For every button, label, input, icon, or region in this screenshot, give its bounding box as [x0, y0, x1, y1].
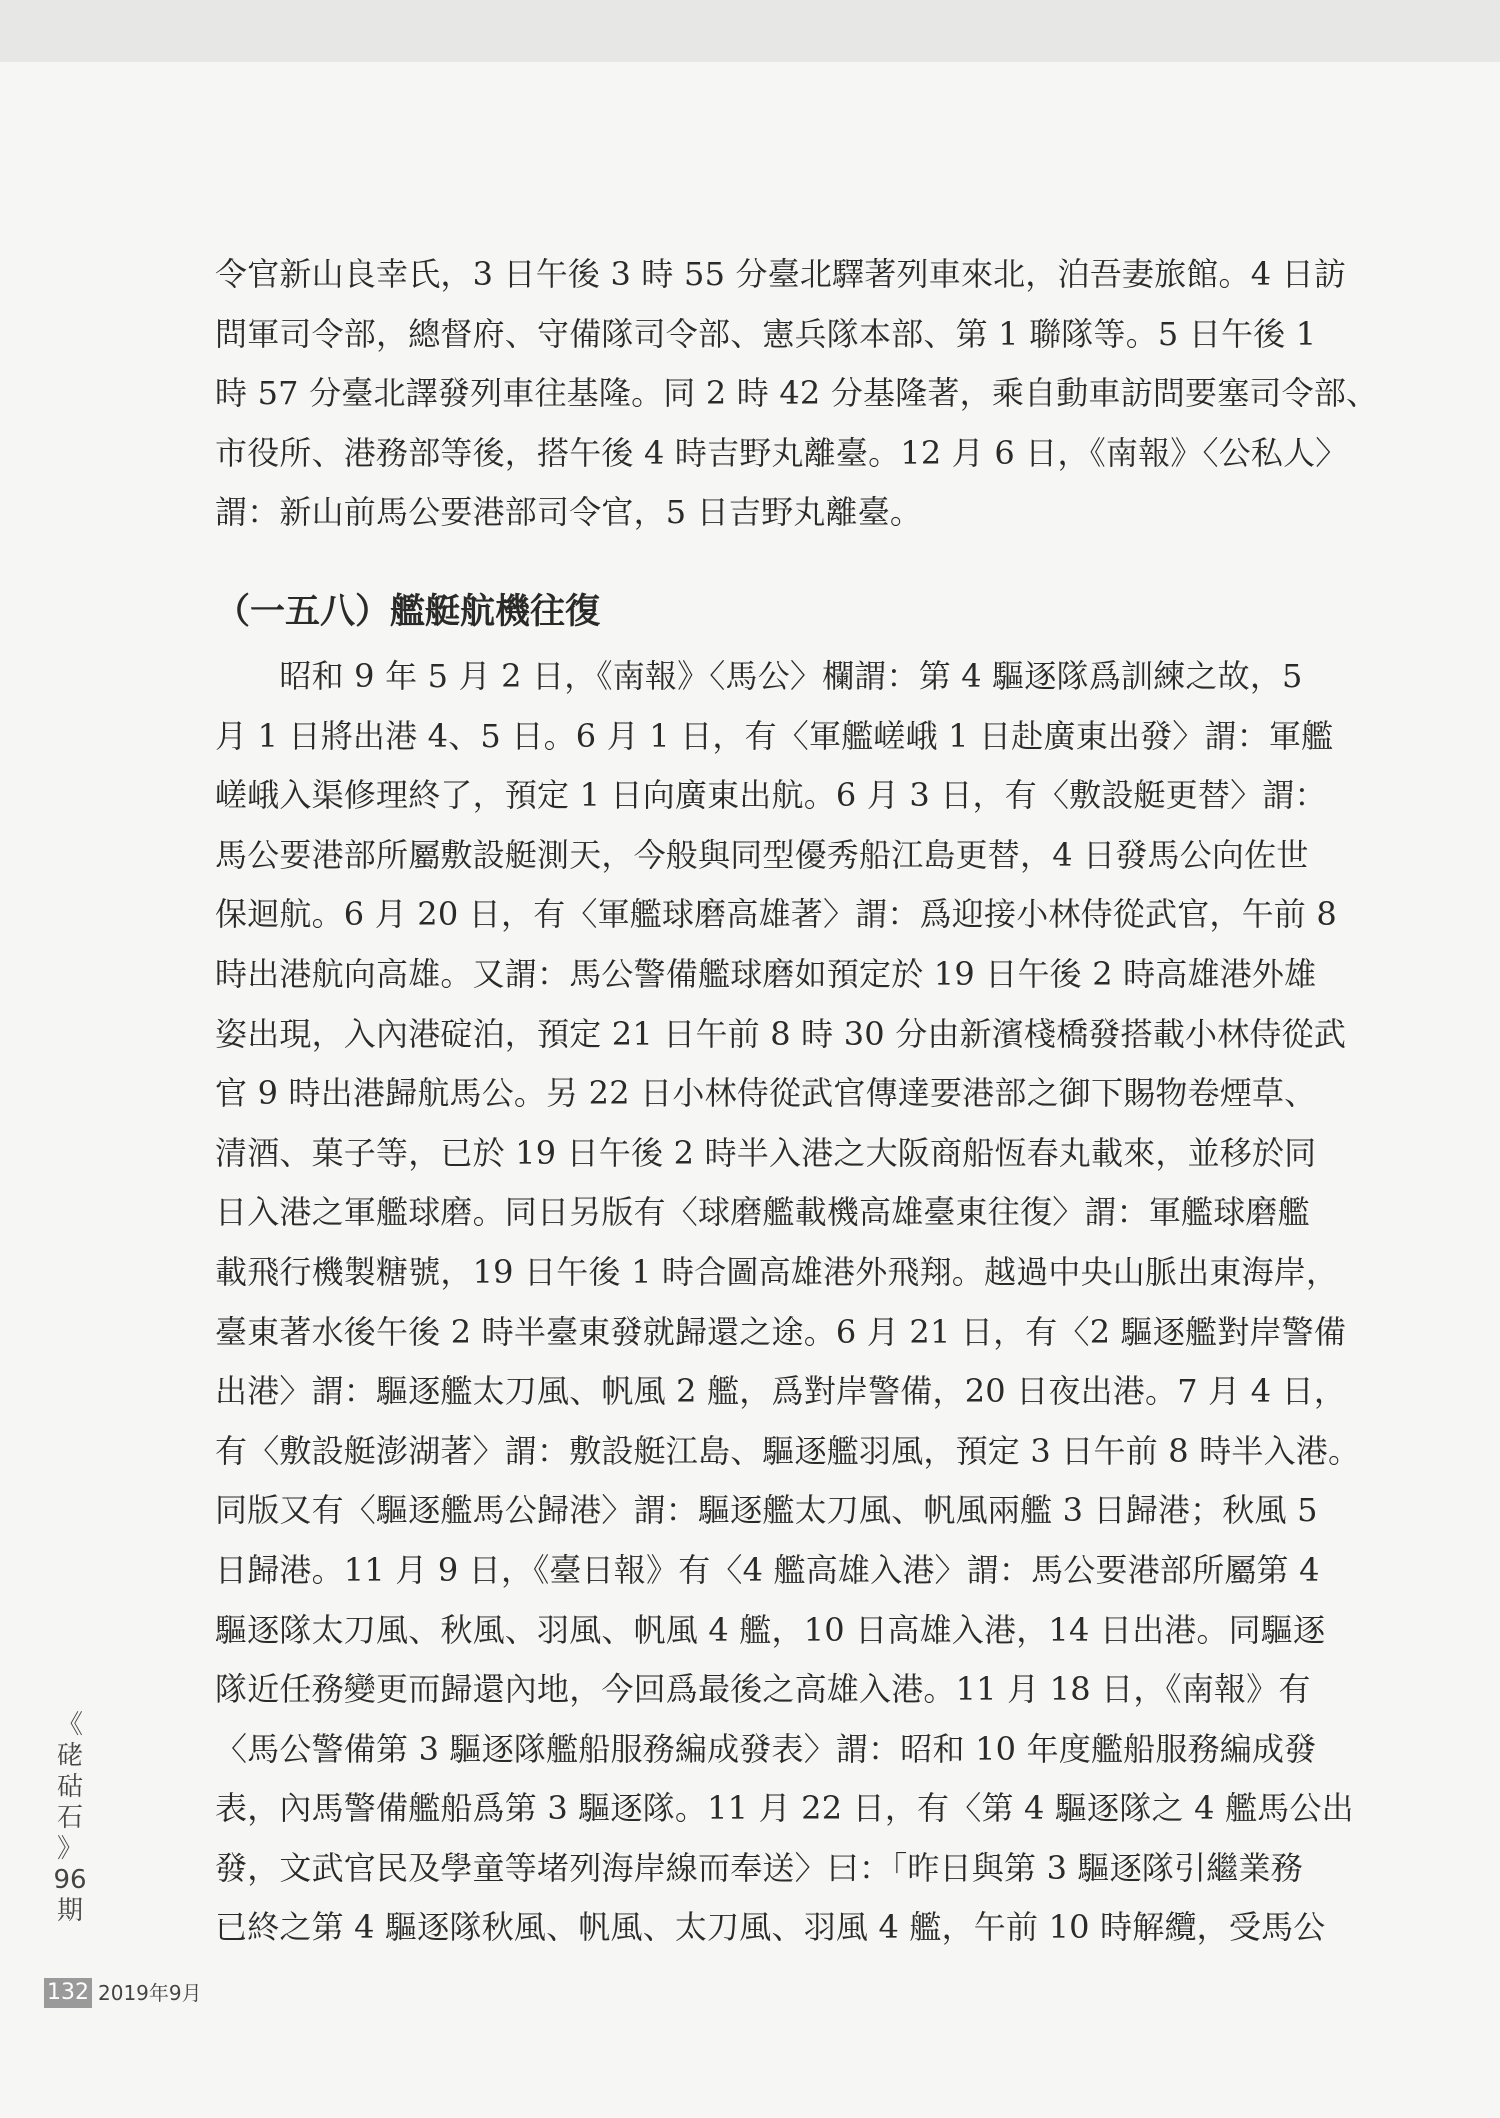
text-line: 隊近任務變更而歸還內地，今回爲最後之高雄入港。11 月 18 日，《南報》有	[215, 1670, 1311, 1709]
text-line: 臺東著水後午後 2 時半臺東發就歸還之途。6 月 21 日，有〈2 驅逐艦對岸警備	[215, 1312, 1347, 1351]
text-line: 嵯峨入渠修理終了，預定 1 日向廣東出航。6 月 3 日，有〈敷設艇更替〉謂：	[215, 776, 1327, 815]
text-line: 發，文武官民及學童等堵列海岸線而奉送〉曰：「昨日與第 3 驅逐隊引繼業務	[215, 1848, 1303, 1887]
text-line: 日入港之軍艦球磨。同日另版有〈球磨艦載機高雄臺東往復〉謂：軍艦球磨艦	[215, 1193, 1310, 1232]
issue-date: 2019年9月	[98, 1981, 202, 2005]
journal-title-vertical	[52, 1710, 88, 1927]
page-number: 132	[44, 1978, 92, 2008]
journal-title-char: 期	[56, 1896, 83, 1926]
text-line: 日歸港。11 月 9 日，《臺日報》有〈4 艦高雄入港〉謂：馬公要港部所屬第 4	[215, 1550, 1320, 1589]
text-line: 令官新山良幸氏，3 日午後 3 時 55 分臺北驛著列車來北，泊吾妻旅館。4 日訪	[215, 255, 1347, 293]
text-line: 問軍司令部，總督府、守備隊司令部、憲兵隊本部、第 1 聯隊等。5 日午後 1	[215, 314, 1317, 353]
text-line: 時 57 分臺北譯發列車往基隆。同 2 時 42 分基隆著，乘自動車訪問要塞司令部、	[215, 374, 1379, 413]
text-line: 保迴航。6 月 20 日，有〈軍艦球磨高雄著〉謂：爲迎接小林侍從武官，午前 8	[215, 895, 1337, 934]
text-line: 市役所、港務部等後，搭午後 4 時吉野丸離臺。12 月 6 日，《南報》〈公私人〉	[215, 433, 1348, 472]
journal-title-char: 𥑮	[56, 1772, 83, 1802]
section-heading: （一五八）艦艇航機往復	[215, 592, 601, 632]
text-line: 已終之第 4 驅逐隊秋風、帆風、太刀風、羽風 4 艦，午前 10 時解纜，受馬公	[215, 1908, 1326, 1947]
paragraph-continued	[215, 245, 1379, 543]
text-line: 官 9 時出港歸航馬公。另 22 日小林侍從武官傳達要港部之御下賜物卷煙草、	[215, 1074, 1317, 1113]
paragraph-main	[215, 647, 1361, 1958]
journal-title-char: 《	[56, 1710, 83, 1740]
journal-title-char: 96	[53, 1865, 87, 1895]
text-line: 載飛行機製糖號，19 日午後 1 時合圖高雄港外飛翔。越過中央山脈出東海岸，	[215, 1252, 1339, 1291]
text-line: 馬公要港部所屬敷設艇測天，今般與同型優秀船江島更替，4 日發馬公向佐世	[215, 835, 1309, 874]
text-line: 姿出現，入內港碇泊，預定 21 日午前 8 時 30 分由新濱棧橋發搭載小林侍從武	[215, 1014, 1347, 1053]
journal-title-char: 石	[56, 1803, 83, 1833]
text-line: 驅逐隊太刀風、秋風、羽風、帆風 4 艦，10 日高雄入港，14 日出港。同驅逐	[215, 1610, 1326, 1649]
text-line: 有〈敷設艇澎湖著〉謂：敷設艇江島、驅逐艦羽風，預定 3 日午前 8 時半入港。	[215, 1431, 1361, 1470]
journal-title-char: 硓	[56, 1741, 83, 1771]
journal-title-char: 》	[56, 1834, 83, 1864]
text-line: 清酒、菓子等，已於 19 日午後 2 時半入港之大阪商船恆春丸載來，並移於同	[215, 1133, 1317, 1172]
text-line: 月 1 日將出港 4、5 日。6 月 1 日，有〈軍艦嵯峨 1 日赴廣東出發〉謂：軍艦	[215, 716, 1334, 755]
text-line: 昭和 9 年 5 月 2 日，《南報》〈馬公〉欄謂：第 4 驅逐隊爲訓練之故，5	[215, 657, 1303, 695]
text-line: 謂：新山前馬公要港部司令官，5 日吉野丸離臺。	[215, 493, 923, 532]
text-line: 〈馬公警備第 3 驅逐隊艦船服務編成發表〉謂：昭和 10 年度艦船服務編成發	[215, 1729, 1317, 1768]
text-line: 同版又有〈驅逐艦馬公歸港〉謂：驅逐艦太刀風、帆風兩艦 3 日歸港；秋風 5	[215, 1491, 1318, 1530]
text-line: 表，內馬警備艦船爲第 3 驅逐隊。11 月 22 日，有〈第 4 驅逐隊之 4 艦馬公出	[215, 1789, 1354, 1828]
text-line: 時出港航向高雄。又謂：馬公警備艦球磨如預定於 19 日午後 2 時高雄港外雄	[215, 954, 1317, 993]
text-line: 出港〉謂：驅逐艦太刀風、帆風 2 艦，爲對岸警備，20 日夜出港。7 月 4 日，	[215, 1372, 1347, 1411]
